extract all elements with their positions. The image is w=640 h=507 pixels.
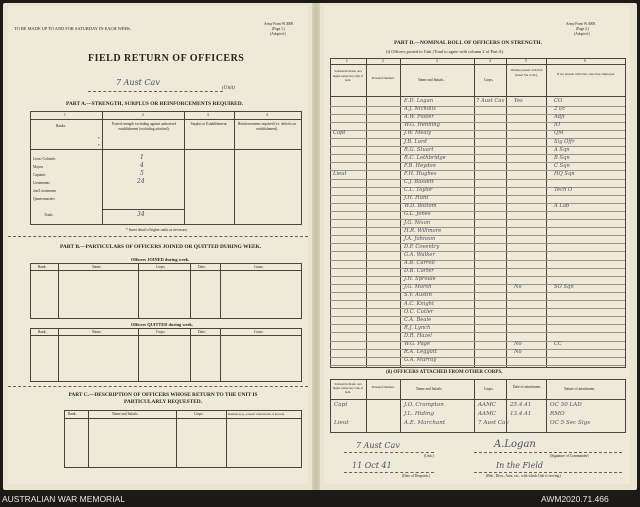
attached-rank: Capt bbox=[334, 402, 348, 408]
unit-label: (Unit) bbox=[222, 86, 236, 91]
rank-label: Lieut.-Colonels bbox=[33, 157, 56, 161]
roll-remark: 2 i/c bbox=[554, 106, 566, 113]
left-page bbox=[8, 6, 308, 484]
page-title: FIELD RETURN OF OFFICERS bbox=[88, 53, 245, 64]
rank-label: Lieutenants bbox=[33, 181, 50, 185]
attached-header-personal-number: Personal Number. bbox=[371, 385, 395, 389]
header-rank: Substantive Rank, and higher temporary rank, if held. bbox=[332, 69, 364, 82]
roll-name: E.D. Logan bbox=[404, 98, 434, 104]
roll-remark: C Sqn bbox=[554, 162, 570, 169]
attached-corps: AAMC bbox=[478, 402, 497, 408]
form-ref-line: (Adopted.) bbox=[270, 32, 286, 36]
attached-date: 25.4.41 bbox=[510, 402, 532, 408]
attached-name: J.O. Crampton bbox=[404, 402, 444, 408]
roll-name: R.G. Stuart bbox=[404, 146, 434, 153]
col-number: 3 bbox=[436, 59, 438, 63]
roll-remark: A Sqn bbox=[554, 146, 570, 153]
col-corps: Corps. bbox=[156, 265, 166, 269]
roll-name: R.J. Lynch bbox=[404, 324, 431, 331]
rank-asterisk: * bbox=[98, 137, 100, 141]
roll-remark: IO bbox=[554, 122, 561, 129]
header-employed: If not present with Unit, state how employed. bbox=[557, 72, 615, 76]
roll-name: D.R. Hazel bbox=[404, 332, 432, 339]
roll-remark: CO bbox=[554, 98, 563, 104]
roll-remark: QM bbox=[554, 130, 564, 137]
col-rank: Rank. bbox=[68, 412, 77, 416]
strength-value: 24 bbox=[137, 178, 145, 185]
roll-present: No bbox=[514, 284, 522, 291]
rank-label: Quartermasters bbox=[33, 197, 55, 201]
header-surplus: Surplus to Establishment. bbox=[190, 122, 228, 126]
rank-asterisk: * bbox=[98, 144, 100, 148]
part-d-heading: PART D.—NOMINAL ROLL OF OFFICERS ON STRENGTH. bbox=[394, 40, 542, 46]
col-number: 5 bbox=[525, 59, 527, 63]
header-ranks: Ranks. bbox=[56, 124, 66, 128]
part-d-sub-i: (i) Officers posted to Unit (Total to agree with column 2 of Part A). bbox=[386, 49, 505, 54]
attached-header-date: Date of attachment. bbox=[512, 385, 542, 389]
roll-name: A.B. Carroll bbox=[404, 260, 435, 266]
roll-name: O.C. Cutler bbox=[404, 308, 434, 315]
col-rank: Rank. bbox=[38, 330, 47, 334]
roll-name: F.H. Hughes bbox=[404, 170, 437, 177]
col-number: 3 bbox=[207, 113, 209, 117]
form-ref-line: (Page 2.) bbox=[576, 27, 589, 31]
roll-present: No bbox=[514, 341, 522, 347]
nominal-roll-table bbox=[330, 58, 626, 368]
col-number: 1 bbox=[346, 59, 348, 63]
form-ref-line: (Page 1.) bbox=[272, 27, 285, 31]
col-rank: Rank. bbox=[38, 265, 47, 269]
roll-name: J.G. Nixon bbox=[404, 219, 431, 226]
roll-corps: 7 Aust Cav bbox=[476, 98, 505, 104]
roll-present: No bbox=[514, 349, 522, 356]
roll-name: J.G. Marsh bbox=[404, 284, 432, 291]
part-d-sub-ii: (ii) OFFICERS ATTACHED FROM OTHER CORPS. bbox=[386, 370, 503, 375]
col-name: Name. bbox=[92, 330, 102, 334]
joined-title: Officers JOINED during week. bbox=[131, 257, 190, 262]
roll-name: H.R. Willmore bbox=[404, 227, 442, 234]
roll-remark: A Lab bbox=[554, 203, 570, 210]
attached-nature: RMO bbox=[550, 411, 565, 417]
rank-label: Majors bbox=[33, 165, 44, 169]
roll-name: R.A. Leggatt bbox=[404, 349, 438, 356]
roll-name: C.A. Beale bbox=[404, 316, 432, 323]
signoff-place-value: In the Field bbox=[496, 461, 544, 470]
attached-rank: Lieut bbox=[334, 420, 349, 426]
roll-name: W.D. Bottom bbox=[404, 203, 437, 210]
attached-date: 13.4.41 bbox=[510, 411, 532, 417]
col-name: Name. bbox=[92, 265, 102, 269]
roll-remark: SO Sqn bbox=[554, 284, 574, 291]
col-cause: Cause. bbox=[254, 330, 264, 334]
col-number: 4 bbox=[266, 113, 268, 117]
attached-header-nature: Nature of attachment. bbox=[564, 387, 596, 391]
right-page bbox=[324, 6, 630, 484]
col-corps: Corps. bbox=[194, 412, 204, 416]
roll-name: R.C. Lethbridge bbox=[404, 154, 446, 161]
roll-name: A.J. Nicholls bbox=[404, 106, 436, 113]
footer-accession-number: AWM2020.71.466 bbox=[541, 494, 609, 504]
col-date: Date. bbox=[198, 265, 206, 269]
strength-value: 5 bbox=[140, 170, 144, 177]
roll-name: A.C. Knight bbox=[404, 300, 435, 307]
attached-header-name: Name and Initials. bbox=[416, 387, 443, 391]
roll-remark: CC bbox=[554, 341, 562, 347]
roll-name: W.G. Henning bbox=[404, 122, 440, 129]
header-personal-number: Personal Number. bbox=[371, 76, 395, 80]
col-cause: Cause. bbox=[254, 265, 264, 269]
strength-total: 34 bbox=[137, 211, 145, 218]
roll-name: A.W. Foster bbox=[404, 114, 434, 121]
roll-name: G.A. Murray bbox=[404, 357, 437, 364]
roll-remark: Sig Offr bbox=[554, 138, 575, 145]
col-name: Name and Initials. bbox=[112, 412, 139, 416]
attached-name: J.L. Hiding bbox=[404, 411, 435, 417]
attached-corps: AAMC bbox=[478, 411, 497, 417]
attached-corps: 7 Aust Cav bbox=[478, 420, 509, 426]
roll-name: J.B. Lord bbox=[404, 138, 427, 145]
header-name: Name and Initials. bbox=[418, 78, 445, 82]
col-number: 1 bbox=[64, 113, 66, 117]
roll-name: S.V. Austin bbox=[404, 292, 432, 299]
signoff-signature-label: (Signature of Commander) bbox=[550, 454, 589, 458]
roll-name: J.W. Mealy bbox=[404, 130, 432, 137]
attached-nature: OC 50 LAD bbox=[550, 402, 582, 408]
roll-remark: Adjt bbox=[554, 114, 565, 121]
top-note: TO BE MADE UP TO AND FOR SATURDAY IN EACH WEEK. bbox=[14, 26, 132, 31]
form-ref-line: Army Form W.3008. bbox=[264, 22, 294, 26]
part-a-heading: PART A.—STRENGTH, SURPLUS OR REINFORCEMENTS REQUIRED. bbox=[66, 101, 243, 107]
rank-label: 2nd Lieutenants bbox=[33, 189, 57, 193]
quitted-title: Officers QUITTED during week. bbox=[131, 322, 193, 327]
unit-handwritten: 7 Aust Cav bbox=[116, 78, 160, 87]
strength-value: 4 bbox=[140, 162, 144, 169]
signoff-date-label: (Date of Despatch.) bbox=[402, 474, 431, 478]
roll-name: G.L. Jones bbox=[404, 211, 431, 218]
col-number: 2 bbox=[142, 113, 144, 117]
signoff-place-label: (Bde., Divn., Area, etc., with which Unit is serving.) bbox=[486, 474, 562, 478]
roll-remark: HQ Sqn bbox=[554, 170, 575, 177]
rank-totals: Totals bbox=[44, 213, 53, 217]
roll-name: D.P. Coventry bbox=[404, 243, 440, 250]
signoff-unit-value: 7 Aust Cav bbox=[356, 441, 400, 450]
roll-name: D.B. Carter bbox=[404, 268, 434, 275]
attached-header-rank: Substantive Rank, and higher temporary rank, if held. bbox=[332, 382, 364, 394]
strength-value: 1 bbox=[140, 154, 144, 161]
header-reinforcements: Reinforcements required (i.e. deficits on establishment). bbox=[237, 122, 297, 131]
roll-name: J.A. Johnson bbox=[404, 235, 436, 242]
header-corps: Corps. bbox=[484, 78, 494, 82]
form-ref-line: Army Form W.3008. bbox=[566, 22, 596, 26]
roll-name: W.G. Page bbox=[404, 341, 431, 347]
header-present: Whether present with Unit (Insert Yes or No). bbox=[510, 68, 543, 77]
col-corps: Corps. bbox=[156, 330, 166, 334]
part-a-footnote: * Insert detail of higher ranks as necessary. bbox=[126, 228, 188, 232]
roll-name: F.B. Heydon bbox=[404, 162, 436, 169]
part-b-heading: PART B.—PARTICULARS OF OFFICERS JOINED OR QUITTED DURING WEEK. bbox=[60, 244, 262, 250]
col-number: 6 bbox=[584, 59, 586, 63]
col-date: Date. bbox=[198, 330, 206, 334]
roll-remark: Tech O bbox=[554, 187, 573, 194]
col-remarks: Remarks (e.g., present whereabouts, if known). bbox=[228, 412, 285, 416]
roll-present: Yes bbox=[514, 98, 523, 104]
roll-name: C.J. Bassett bbox=[404, 179, 434, 185]
joined-table bbox=[30, 263, 302, 319]
attached-header-corps: Corps. bbox=[484, 387, 494, 391]
part-c-heading: PART C.—DESCRIPTION OF OFFICERS WHOSE RETURN TO THE UNIT IS PARTICULARLY REQUESTED. bbox=[68, 392, 258, 405]
roll-name: J.H. Sproule bbox=[404, 276, 436, 283]
form-ref-line: (Adopted.) bbox=[574, 32, 590, 36]
roll-rank: Capt bbox=[333, 130, 346, 137]
attached-nature: OC 5 Sec Sigs bbox=[550, 420, 591, 426]
roll-name: G.A. Walker bbox=[404, 251, 435, 258]
page-fold bbox=[312, 3, 320, 490]
signoff-signature: A.Logan bbox=[494, 439, 536, 450]
roll-name: C.L. Taylor bbox=[404, 187, 433, 194]
col-number: 4 bbox=[489, 59, 491, 63]
header-posted: Posted strength excluding against authorised establishment (excluding attached). bbox=[111, 122, 177, 131]
signoff-unit-label: (Unit.) bbox=[424, 454, 434, 458]
signoff-date-value: 11 Oct 41 bbox=[352, 461, 392, 470]
footer-attribution: AUSTRALIAN WAR MEMORIAL bbox=[2, 494, 125, 504]
col-number: 2 bbox=[382, 59, 384, 63]
quitted-table bbox=[30, 328, 302, 382]
roll-name: J.H. Hunt bbox=[404, 195, 429, 202]
rank-label: Captains bbox=[33, 173, 46, 177]
roll-rank: Lieut bbox=[333, 170, 347, 177]
attached-name: A.E. Marchant bbox=[404, 420, 446, 426]
roll-remark: B Sqn bbox=[554, 154, 570, 161]
